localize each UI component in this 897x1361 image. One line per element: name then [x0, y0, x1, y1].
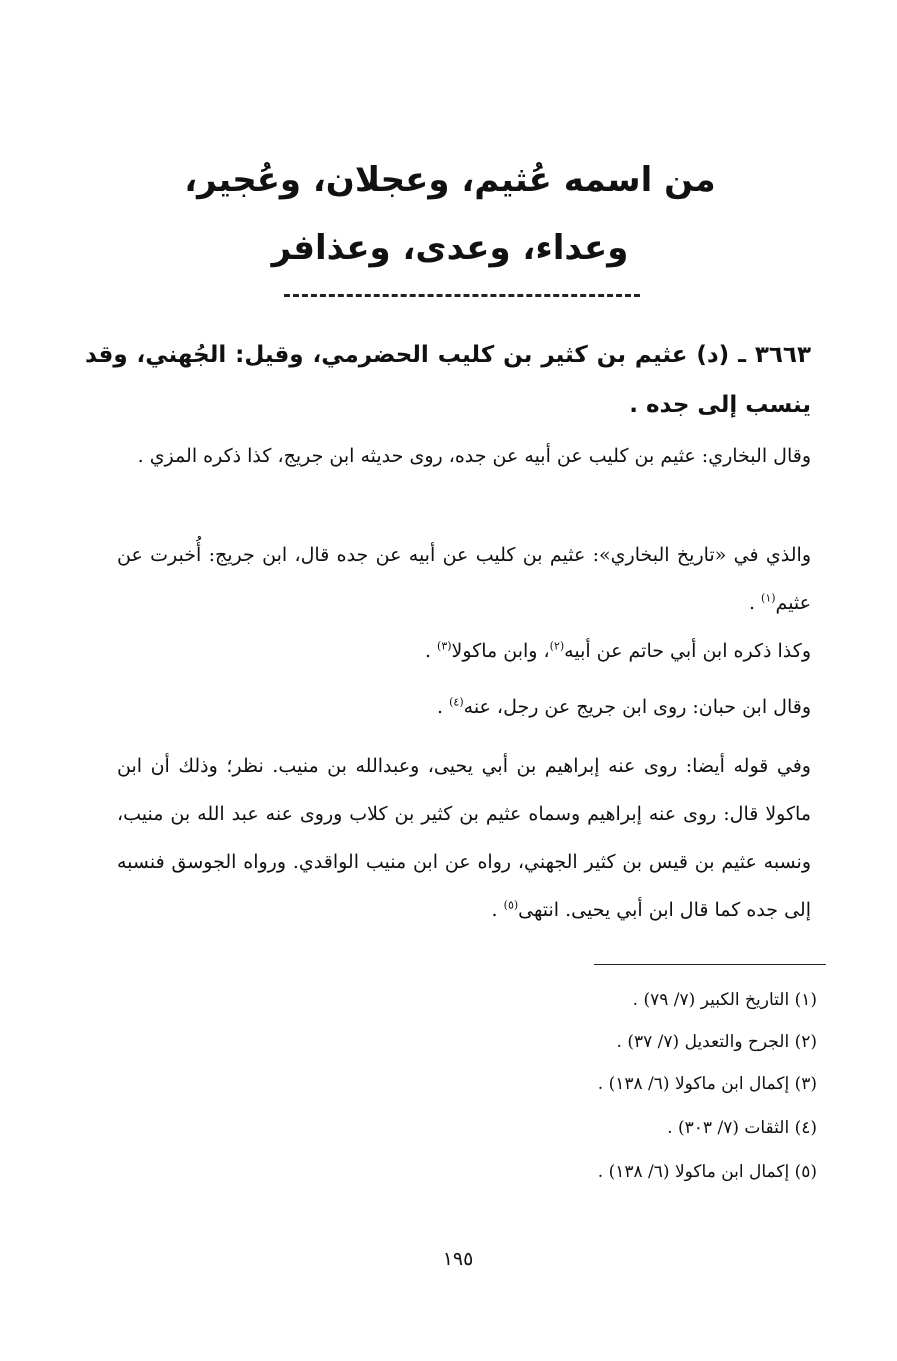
paragraph-abi-hatim	[117, 627, 811, 675]
paragraph-bukhari: وقال البخاري: عثيم بن كليب عن أبيه عن جده، روى حديثه ابن جريج، كذا ذكره المزي .	[137, 445, 811, 467]
paragraph-ibn-hibban	[117, 683, 811, 731]
page-number: ١٩٥	[442, 1248, 474, 1270]
chapter-heading-line-1: من اسمه عُثيم، وعجلان، وعُجير،	[184, 160, 716, 200]
footnote-2: (٢) الجرح والتعديل (٧/ ٣٧) .	[616, 1032, 817, 1052]
paragraph-abi-hatim-text: وكذا ذكره ابن أبي حاتم عن أبيه	[564, 640, 811, 662]
footnote-4: (٤) الثقات (٧/ ٣٠٣) .	[667, 1118, 817, 1138]
paragraph-abi-hatim-text-2: ، وابن ماكولا	[451, 640, 550, 662]
paragraph-tarikh	[117, 531, 811, 627]
footnote-divider	[594, 964, 826, 965]
heading-divider	[284, 294, 640, 297]
entry-title: ٣٦٦٣ ـ (د) عثيم بن كثير بن كليب الحضرمي، وقيل: الجُهني، وقد ينسب إلى جده .	[85, 342, 811, 418]
footnote-ref-3: (٣)	[437, 639, 452, 653]
paragraph-tarikh-end: .	[748, 592, 762, 614]
paragraph-ibn-hibban-text: وقال ابن حبان: روى ابن جريج عن رجل، عنه	[463, 696, 811, 718]
paragraph-ibn-hibban-end: .	[437, 696, 450, 718]
paragraph-critique-end: .	[491, 899, 504, 921]
footnote-ref-4: (٤)	[449, 695, 464, 709]
footnote-3: (٣) إكمال ابن ماكولا (٦/ ١٣٨) .	[597, 1074, 817, 1094]
paragraph-critique-text: وفي قوله أيضا: روى عنه إبراهيم بن أبي يحيى، وعبدالله بن منيب. نظر؛ وذلك أن ابن ماكولا قال: روى عنه إبراهيم وسماه عثيم بن كثير بن كلاب وروى عنه عبد الله بن منيب، ونسبه عثيم بن قيس بن كثير الجهني، رواه عن ابن منيب الواقدي. ورواه الجوسق فنسبه إلى جده كما قال ابن أبي يحيى. انتهى	[117, 755, 811, 921]
paragraph-tarikh-text: والذي في «تاريخ البخاري»: عثيم بن كليب عن أبيه عن جده قال، ابن جريج: أُخبرت عن عثيم	[117, 544, 811, 614]
footnote-5: (٥) إكمال ابن ماكولا (٦/ ١٣٨) .	[597, 1162, 817, 1182]
footnote-ref-2: (٢)	[549, 639, 565, 653]
footnote-ref-5: (٥)	[503, 898, 519, 912]
footnote-ref-1: (١)	[761, 591, 776, 605]
paragraph-abi-hatim-end: .	[424, 640, 438, 662]
chapter-heading-line-2: وعداء، وعدى، وعذافر	[271, 228, 629, 268]
footnote-1: (١) التاريخ الكبير (٧/ ٧٩) .	[632, 990, 817, 1010]
paragraph-critique	[117, 742, 811, 934]
